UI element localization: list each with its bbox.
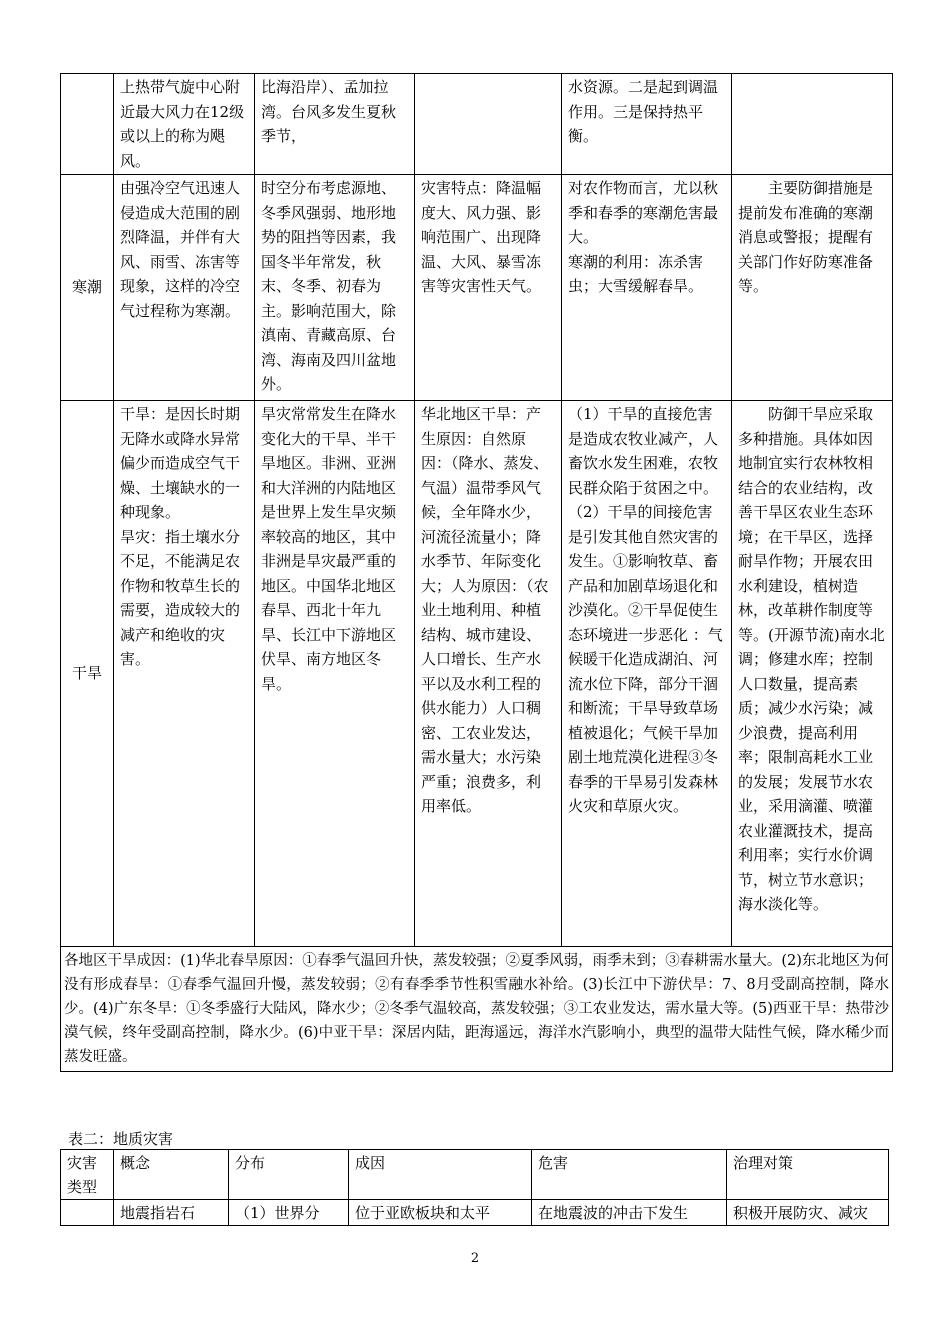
table-row [61,1200,889,1226]
cell-type: 寒潮 [61,175,114,401]
header-cell: 治理对策 [727,1150,889,1200]
table-row [61,175,893,401]
cell-distribution: （1）世界分 [229,1200,349,1226]
cell-cause: 灾害特点：降温幅度大、风力强、影响范围广、出现降温、大风、暴雪冻害等灾害性天气。 [415,175,562,401]
cell-concept: 由强冷空气迅速人侵造成大范围的剧烈降温，并伴有大风、雨雪、冻害等现象，这样的冷空气过程称为寒潮。 [114,175,255,401]
cell-distribution: 时空分布考虑源地、冬季风强弱、地形地势的阻挡等因素，我国冬半年常发，秋末、冬季、初春为主。影响范围大，除滇南、青藏高原、台湾、海南及四川盆地外。 [255,175,415,401]
cell-type [61,1200,114,1226]
table-row [61,947,893,1072]
cell-cause: 华北地区干旱：产生原因：自然原因：（降水、蒸发、气温）温带季风气候，全年降水少，河流径流量小；降水季节、年际变化大；人为原因：（农业土地利用、种植结构、城市建设、人口增长、生产水平以及水利工程的供水能力）人口稠密、工农业发达，需水量大；水污染严重；浪费多，利用率低。 [415,401,562,947]
cell-measure: 主要防御措施是提前发布准确的寒潮消息或警报；提醒有关部门作好防寒准备等。 [732,175,893,401]
cell-cause [415,74,562,175]
table-header-row [61,1150,889,1200]
cell-harm: 对农作物而言，尤以秋季和春季的寒潮危害最大。 寒潮的利用：冻杀害虫；大雪缓解春旱。 [562,175,732,401]
cell-concept: 上热带气旋中心附近最大风力在12级或以上的称为飓风。 [114,74,255,175]
drought-causes-note: 各地区干旱成因：(1)华北春旱原因：①春季气温回升快，蒸发较强；②夏季风弱，雨季未到；③春耕需水量大。(2)东北地区为何没有形成春旱：①春季气温回升慢，蒸发较弱；②有春季季节性积雪融水补给。(3)长江中下游伏旱：7、8月受副高控制，降水少。(4)广东冬旱：①冬季盛行大陆风，降水少；②冬季气温较高，蒸发较强；③工农业发达，需水量大等。(5)西亚干旱：热带沙漠气候，终年受副高控制，降水少。(6)中亚干旱：深居内陆，距海遥远，海洋水汽影响小，典型的温带大陆性气候，降水稀少而蒸发旺盛。 [61,947,893,1072]
page-number: 2 [470,1251,480,1266]
header-cell: 成因 [349,1150,532,1200]
table-row [61,74,893,175]
disaster-table-meteorological [60,73,893,1072]
table-caption: 表二：地质灾害 [68,1130,174,1148]
cell-distribution: 旱灾常常发生在降水变化大的干旱、半干旱地区。非洲、亚洲和大洋洲的内陆地区是世界上发生旱灾频率较高的地区，其中非洲是旱灾最严重的地区。中国华北地区春旱、西北十年九旱、长江中下游地区伏旱、南方地区冬旱。 [255,401,415,947]
cell-cause: 位于亚欧板块和太平 [349,1200,532,1226]
disaster-table-geological [60,1149,889,1226]
cell-measure: 积极开展防灾、减灾 [727,1200,889,1226]
cell-measure: 防御干旱应采取多种措施。具体如因地制宜实行农林牧相结合的农业结构，改善干旱区农业生态环境；在干旱区，选择耐旱作物；开展农田水利建设，植树造林，改革耕作制度等等。(开源节流)南水北调；修建水库；控制人口数量，提高素质；减少水污染；减少浪费，提高利用率；限制高耗水工业的发展；发展节水农业，采用滴灌、喷灌农业灌溉技术，提高利用率；实行水价调节，树立节水意识；海水淡化等。 [732,401,893,947]
header-cell: 分布 [229,1150,349,1200]
header-cell: 危害 [532,1150,727,1200]
cell-harm: 在地震波的冲击下发生 [532,1200,727,1226]
cell-concept: 干旱：是因长时期无降水或降水异常偏少而造成空气干燥、土壤缺水的一种现象。 旱灾：指土壤水分不足，不能满足农作物和牧草生长的需要，造成较大的减产和绝收的灾害。 [114,401,255,947]
cell-type: 干旱 [61,401,114,947]
header-cell: 灾害类型 [61,1150,114,1200]
cell-type [61,74,114,175]
cell-concept: 地震指岩石 [114,1200,229,1226]
cell-harm: （1）干旱的直接危害是造成农牧业减产，人畜饮水发生困难，农牧民群众陷于贫困之中。（2）干旱的间接危害是引发其他自然灾害的发生。①影响牧草、畜产品和加剧草场退化和沙漠化。②干旱促使生态环境进一步恶化 ：气候暖干化造成湖泊、河流水位下降，部分干涸和断流；干旱导致草场植被退化；气候干旱加剧土地荒漠化进程③冬春季的干旱易引发森林火灾和草原火灾。 [562,401,732,947]
table-row [61,401,893,947]
cell-measure [732,74,893,175]
cell-harm: 水资源。二是起到调温作用。三是保持热平衡。 [562,74,732,175]
cell-distribution: 比海沿岸）、孟加拉湾。台风多发生夏秋季节， [255,74,415,175]
header-cell: 概念 [114,1150,229,1200]
